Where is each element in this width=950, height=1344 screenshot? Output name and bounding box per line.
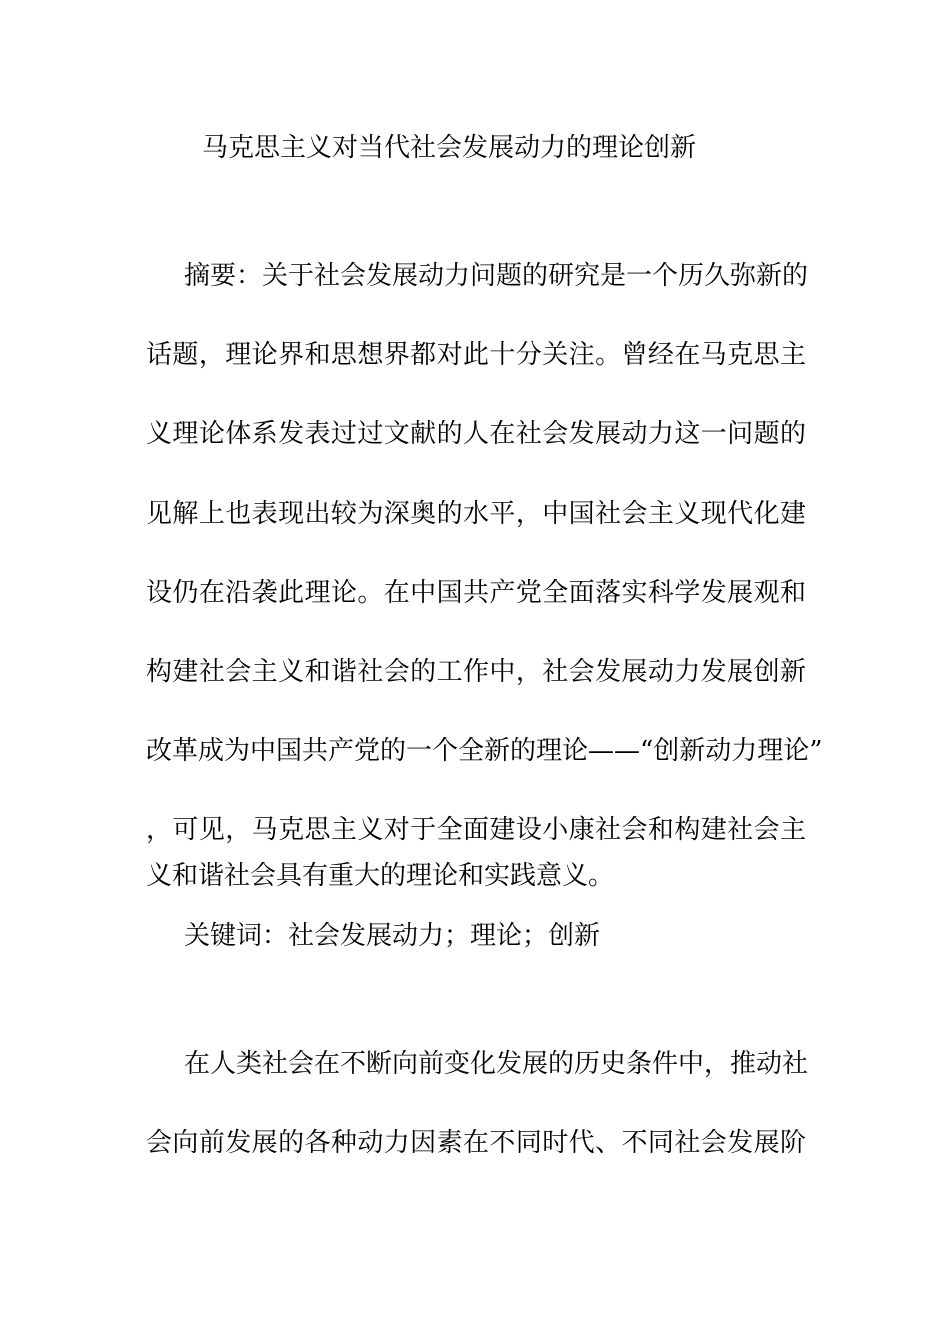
abstract-line: 见解上也表现出较为深奥的水平，中国社会主义现代化建 bbox=[146, 499, 806, 529]
body-line: 会向前发展的各种动力因素在不同时代、不同社会发展阶 bbox=[146, 1128, 806, 1158]
abstract-line: ，可见，马克思主义对于全面建设小康社会和构建社会主 bbox=[146, 815, 806, 845]
keywords: 关键词：社会发展动力；理论；创新 bbox=[184, 921, 601, 951]
abstract-line: 义和谐社会具有重大的理论和实践意义。 bbox=[146, 861, 615, 891]
abstract-line: 义理论体系发表过过文献的人在社会发展动力这一问题的 bbox=[146, 419, 806, 449]
body-line: 在人类社会在不断向前变化发展的历史条件中，推动社 bbox=[184, 1049, 809, 1079]
abstract-line: 设仍在沿袭此理论。在中国共产党全面落实科学发展观和 bbox=[146, 578, 806, 608]
abstract-line: 摘要：关于社会发展动力问题的研究是一个历久弥新的 bbox=[184, 261, 809, 291]
abstract-line: 构建社会主义和谐社会的工作中，社会发展动力发展创新 bbox=[146, 657, 806, 687]
abstract-line: 话题，理论界和思想界都对此十分关注。曾经在马克思主 bbox=[146, 340, 806, 370]
abstract-line: 改革成为中国共产党的一个全新的理论——“创新动力理论” bbox=[146, 736, 823, 766]
document-title: 马克思主义对当代社会发展动力的理论创新 bbox=[202, 133, 697, 163]
